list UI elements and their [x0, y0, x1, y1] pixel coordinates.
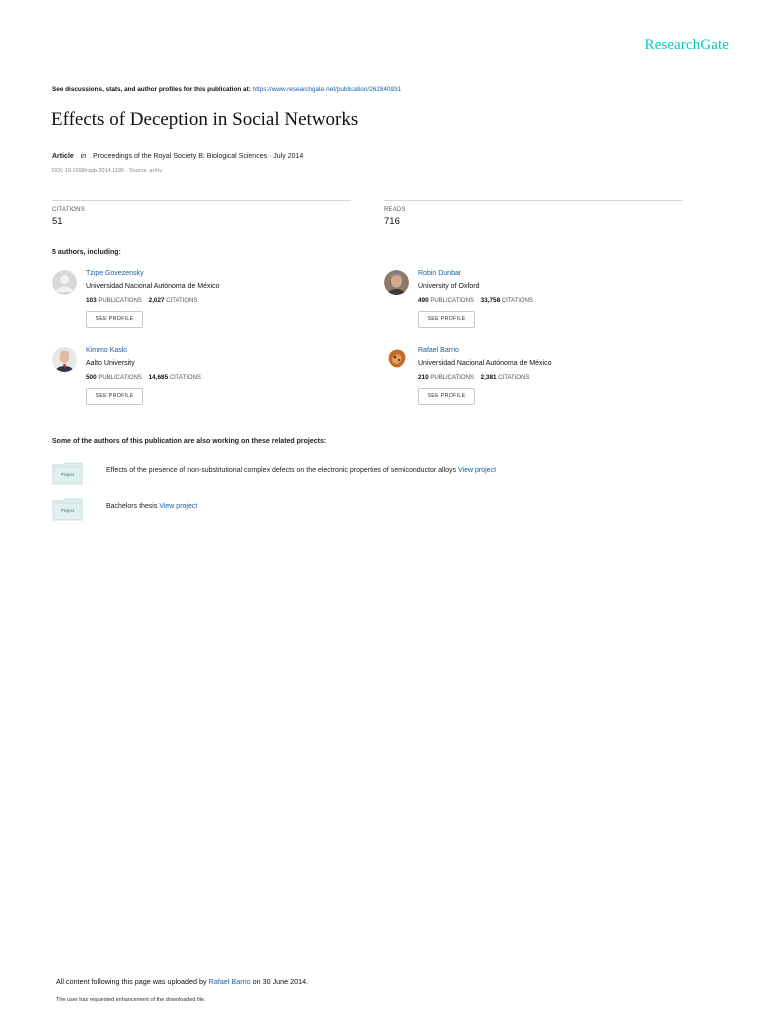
publication-title: Effects of Deception in Social Networks — [51, 109, 359, 130]
author-photo-icon[interactable] — [384, 270, 409, 295]
author-counts — [418, 374, 529, 381]
upload-prefix: All content following this page was uploaded by — [56, 977, 207, 986]
publications-label: PUBLICATIONS — [98, 375, 142, 381]
author-photo-icon[interactable] — [52, 347, 77, 372]
publications-count: 210 — [418, 374, 429, 381]
citations-count: 14,685 — [148, 374, 169, 381]
reads-value: 716 — [384, 216, 400, 227]
journal-name: Proceedings of the Royal Society B: Biological Sciences · July 2014 — [93, 153, 304, 160]
project-description — [106, 467, 496, 474]
citations-value: 51 — [52, 216, 63, 227]
enhancement-note: The user has requested enhancement of the downloaded file. — [56, 997, 206, 1003]
author-card — [384, 270, 684, 340]
view-project-link[interactable]: View project — [458, 467, 497, 474]
citations-label: CITATIONS — [501, 298, 533, 304]
publications-label: PUBLICATIONS — [98, 298, 142, 304]
view-project-link[interactable]: View project — [159, 503, 198, 510]
publications-label: PUBLICATIONS — [430, 298, 474, 304]
project-title: Effects of the presence of non-substitutional complex defects on the electronic properties of semiconductor alloys — [106, 467, 457, 474]
citations-stat — [52, 200, 351, 227]
project-folder-icon — [52, 498, 83, 521]
project-description — [106, 503, 197, 510]
author-counts — [86, 297, 197, 304]
citations-label: CITATIONS — [166, 298, 198, 304]
project-icon-label: Project — [60, 472, 75, 477]
project-item — [52, 498, 672, 524]
article-meta — [52, 153, 303, 160]
upload-suffix: on 30 June 2014. — [252, 977, 309, 986]
author-institution: Universidad Nacional Autónoma de México — [418, 360, 552, 367]
publications-count: 490 — [418, 297, 429, 304]
author-counts — [418, 297, 533, 304]
doi-line: DOI: 10.1098/rspb.2014.1195 · Source: arXiv — [52, 168, 162, 174]
citations-label: CITATIONS — [52, 207, 85, 213]
author-name-link[interactable]: Tzipe Govezensky — [86, 270, 144, 277]
project-item — [52, 462, 672, 488]
author-institution: Universidad Nacional Autónoma de México — [86, 283, 220, 290]
author-name-link[interactable]: Robin Dunbar — [418, 270, 462, 277]
author-institution: University of Oxford — [418, 283, 480, 290]
project-icon-label: Project — [60, 508, 75, 513]
publication-url-link[interactable]: https://www.researchgate.net/publication/262840931 — [252, 86, 402, 93]
citations-count: 2,381 — [480, 374, 497, 381]
researchgate-logo[interactable]: ResearchGate — [644, 37, 729, 53]
publications-count: 103 — [86, 297, 97, 304]
citations-count: 33,758 — [480, 297, 501, 304]
see-profile-button[interactable]: SEE PROFILE — [86, 311, 143, 328]
author-card — [384, 347, 684, 417]
see-profile-button[interactable]: SEE PROFILE — [86, 388, 143, 405]
author-card — [52, 270, 352, 340]
discussion-line — [52, 86, 401, 93]
default-avatar-icon[interactable] — [52, 270, 77, 295]
authors-heading: 5 authors, including: — [52, 249, 121, 256]
project-title: Bachelors thesis — [106, 503, 158, 510]
citations-label: CITATIONS — [169, 375, 201, 381]
publications-label: PUBLICATIONS — [430, 375, 474, 381]
uploader-link[interactable]: Rafael Barrio — [208, 977, 251, 986]
reads-stat — [384, 200, 683, 227]
citations-count: 2,027 — [148, 297, 165, 304]
reads-label: READS — [384, 207, 406, 213]
see-profile-button[interactable]: SEE PROFILE — [418, 388, 475, 405]
discussion-text: See discussions, stats, and author profiles for this publication at: — [52, 86, 251, 93]
author-counts — [86, 374, 201, 381]
author-institution: Aalto University — [86, 360, 135, 367]
in-word: in — [80, 153, 87, 160]
project-folder-icon — [52, 462, 83, 485]
author-card — [52, 347, 352, 417]
author-photo-icon[interactable] — [384, 347, 409, 372]
author-name-link[interactable]: Kimmo Kaski — [86, 347, 127, 354]
related-projects-heading: Some of the authors of this publication are also working on these related projects: — [52, 438, 327, 445]
author-name-link[interactable]: Rafael Barrio — [418, 347, 459, 354]
citations-label: CITATIONS — [498, 375, 530, 381]
publications-count: 500 — [86, 374, 97, 381]
see-profile-button[interactable]: SEE PROFILE — [418, 311, 475, 328]
article-type: Article — [52, 153, 74, 160]
upload-info — [56, 977, 308, 986]
